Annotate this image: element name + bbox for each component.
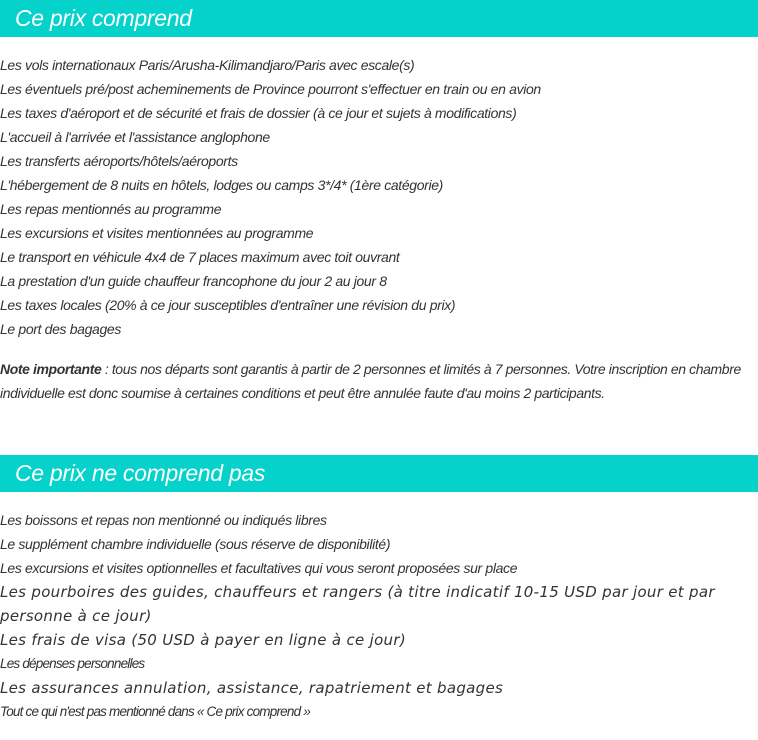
excluded-list <box>0 508 740 724</box>
list-item: Les boissons et repas non mentionné ou indiqués libres <box>0 512 327 528</box>
list-item: Le supplément chambre individuelle (sous réserve de disponibilité) <box>0 536 391 552</box>
list-item: Les dépenses personnelles <box>0 656 145 671</box>
list-item: L'hébergement de 8 nuits en hôtels, lodges ou camps 3*/4* (1ère catégorie) <box>0 177 443 193</box>
list-item: Les assurances annulation, assistance, rapatriement et bagages <box>0 679 504 697</box>
excluded-section-header <box>0 455 758 492</box>
list-item: Les taxes locales (20% à ce jour susceptibles d'entraîner une révision du prix) <box>0 297 456 313</box>
list-item: Les vols internationaux Paris/Arusha-Kilimandjaro/Paris avec escale(s) <box>0 57 415 73</box>
list-item: Tout ce qui n'est pas mentionné dans « Ce prix comprend » <box>0 704 310 719</box>
included-section-title: Ce prix comprend <box>15 5 192 31</box>
list-item: Les transferts aéroports/hôtels/aéroports <box>0 153 238 169</box>
list-item: Les repas mentionnés au programme <box>0 201 222 217</box>
list-item: Les pourboires des guides, chauffeurs et rangers (à titre indicatif 10-15 USD par jour et par personne à ce jour) <box>0 583 715 625</box>
list-item: Le transport en véhicule 4x4 de 7 places maximum avec toit ouvrant <box>0 249 400 265</box>
included-section-header <box>0 0 758 37</box>
important-note <box>0 357 750 405</box>
excluded-section-title: Ce prix ne comprend pas <box>15 460 266 486</box>
list-item: Le port des bagages <box>0 321 122 337</box>
list-item: Les taxes d'aéroport et de sécurité et frais de dossier (à ce jour et sujets à modifications) <box>0 105 517 121</box>
included-list <box>0 53 541 341</box>
note-label: Note importante <box>0 361 102 377</box>
list-item: L'accueil à l'arrivée et l'assistance anglophone <box>0 129 270 145</box>
list-item: Les excursions et visites mentionnées au programme <box>0 225 314 241</box>
note-text: : tous nos départs sont garantis à partir de 2 personnes et limités à 7 personnes. Votre inscription en chambre individuelle est donc soumise à certaines conditions et peut être annulée faute d'au moins 2 participants. <box>0 361 741 401</box>
list-item: La prestation d'un guide chauffeur francophone du jour 2 au jour 8 <box>0 273 387 289</box>
list-item: Les excursions et visites optionnelles et facultatives qui vous seront proposées sur place <box>0 560 518 576</box>
list-item: Les éventuels pré/post acheminements de Province pourront s'effectuer en train ou en avion <box>0 81 541 97</box>
list-item: Les frais de visa (50 USD à payer en ligne à ce jour) <box>0 631 406 649</box>
